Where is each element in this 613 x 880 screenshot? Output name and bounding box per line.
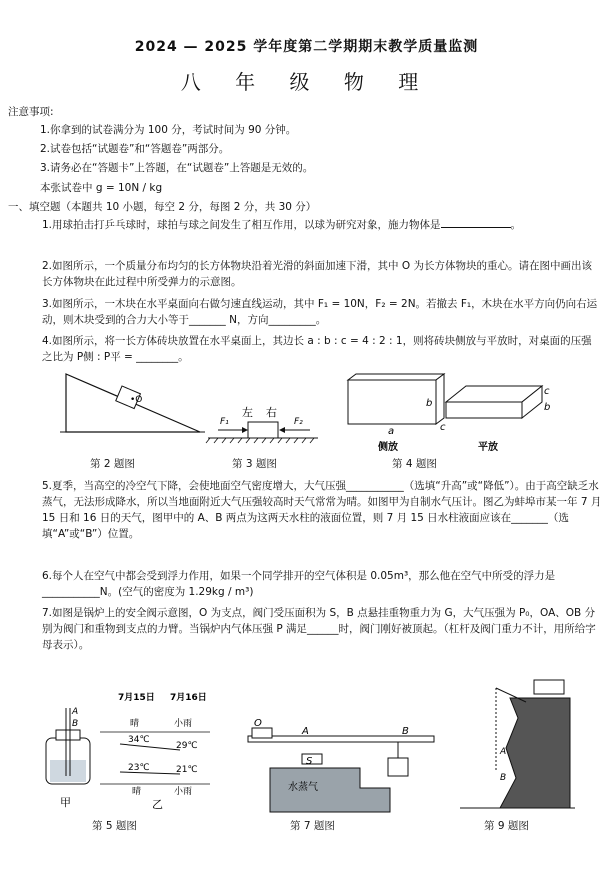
- fig5-yi-label: 乙: [152, 798, 163, 811]
- fig9-a-label: A: [500, 747, 507, 757]
- question-1: 1.用球拍击打乒乓球时，球拍与球之间发生了相互作用，以球为研究对象，施力物体是 。: [42, 219, 522, 231]
- caption-fig7: 第 7 题图: [290, 820, 335, 832]
- fig2-o-label: •O: [130, 395, 143, 405]
- question-2: 2.如图所示，一个质量分布均匀的长方体物块沿着光滑的斜面加速下滑，其中 O 为长方体物块的重心。请在图中画出该长方体物块在此过程中所受弹力的示意图。: [42, 260, 592, 288]
- fig4-c-label-flat: c: [544, 386, 550, 397]
- figure-row-1: [60, 372, 600, 472]
- note-item: 1.你拿到的试卷满分为 100 分，考试时间为 90 分钟。: [40, 124, 297, 136]
- fig4-side-label: 侧放: [378, 442, 398, 453]
- fig2-incline: [60, 374, 205, 432]
- caption-fig4: 第 4 题图: [392, 458, 437, 470]
- note-item: 本张试卷中 g = 10N / kg: [40, 182, 163, 194]
- fig7-steam-label: 水蒸气: [288, 782, 318, 793]
- fig3-right-label: 右: [266, 406, 277, 419]
- fig7-b-label: B: [402, 726, 409, 737]
- fig5-temp2: 29℃: [176, 741, 198, 751]
- caption-fig2: 第 2 题图: [90, 458, 135, 470]
- notes-heading: 注意事项:: [8, 106, 54, 118]
- fig5-jia-label: 甲: [60, 796, 71, 809]
- figure-row-2: [30, 668, 600, 818]
- question-7: 7.如图是锅炉上的安全阀示意图，O 为支点，阀门受压面积为 S，B 点悬挂重物重力为 G，大气压强为 P₀，OA、OB 分别为阀门和重物到支点的力臂。当锅炉内气体压强 P 满足______时，阀门刚好被顶起。（杠杆及阀门重力不计，用所给字母表示）。: [42, 607, 596, 651]
- fig4-b-label: b: [426, 398, 433, 409]
- fig3-f1-label: F₁: [220, 417, 229, 427]
- fig5-temp3: 23℃: [128, 763, 150, 773]
- exam-subject: 八 年 级 物 理: [180, 70, 433, 94]
- fig5-a-label: A: [72, 707, 79, 717]
- fig5-b-label: B: [72, 719, 79, 729]
- fig9-cliff: [460, 680, 575, 808]
- fig7-o-label: O: [254, 718, 262, 729]
- fig4-b-label-flat: b: [544, 402, 551, 413]
- fig4-flat-label: 平放: [478, 442, 498, 453]
- fig3-f2-label: F₂: [294, 417, 303, 427]
- fig7-valve: [248, 718, 434, 812]
- fig5-temp1: 34℃: [128, 735, 150, 745]
- fig7-s-label: S: [306, 756, 313, 767]
- fig5-weather2: 小雨: [174, 719, 193, 729]
- fig4-a-label: a: [388, 426, 395, 437]
- fig5-weather3: 晴: [132, 787, 142, 797]
- caption-fig9: 第 9 题图: [484, 820, 529, 832]
- fig5-weather: [100, 692, 210, 811]
- fig5-temp4: 21℃: [176, 765, 198, 775]
- fig5-date2: 7月16日: [170, 693, 207, 703]
- fig5-date1: 7月15日: [118, 693, 155, 703]
- fig5-weather4: 小雨: [174, 787, 193, 797]
- fig4-bricks: [348, 374, 550, 453]
- fig3-left-label: 左: [242, 406, 253, 419]
- question-3: 3.如图所示，一木块在水平桌面向右做匀速直线运动，其中 F₁ = 10N，F₂ = 2N。若撤去 F₁，木块在水平方向仍向右运动，则木块受到的合力大小等于_______ N，方向_________。: [42, 298, 598, 326]
- question-5: 5.夏季，当高空的冷空气下降，会使地面空气密度增大，大气压强___________（选填“升高”或“降低”）。由于高空缺乏水蒸气，无法形成降水，所以当地面附近大气压强较高时天气常常为晴。如图甲为自制水气压计。图乙为蚌埠市某一年 7 月 15 日和 16 日的天气，图甲中的 A、B 两点为这两天水柱的液面位置，则 7 月 15 日水柱液面应该在_______（选填“A”或“B”）位置。: [42, 480, 602, 540]
- fig5-bottle: [46, 707, 90, 809]
- caption-fig5: 第 5 题图: [92, 820, 137, 832]
- fig4-c-label: c: [440, 422, 446, 433]
- section-heading: 一、填空题（本题共 10 小题，每空 2 分，每图 2 分，共 30 分）: [8, 201, 317, 213]
- note-item: 3.请务必在“答题卡”上答题，在“试题卷”上答题是无效的。: [40, 162, 314, 174]
- fig3-block: [206, 406, 318, 443]
- fig9-b-label: B: [500, 773, 507, 783]
- question-4: 4.如图所示，将一长方体砖块放置在水平桌面上，其边长 a : b : c = 4 : 2 : 1，则将砖块侧放与平放时，对桌面的压强之比为 P侧 : P平 = ________。: [42, 335, 592, 363]
- fig7-a-label: A: [302, 726, 309, 737]
- fig5-weather1: 晴: [130, 719, 140, 729]
- note-item: 2.试卷包括“试题卷”和“答题卷”两部分。: [40, 143, 230, 155]
- question-6: 6.每个人在空气中都会受到浮力作用，如果一个同学排开的空气体积是 0.05m³，那么他在空气中所受的浮力是___________N。(空气的密度为 1.29kg / m³): [42, 570, 556, 598]
- caption-fig3: 第 3 题图: [232, 458, 277, 470]
- exam-title: 2024 — 2025 学年度第二学期期末教学质量监测: [134, 39, 479, 55]
